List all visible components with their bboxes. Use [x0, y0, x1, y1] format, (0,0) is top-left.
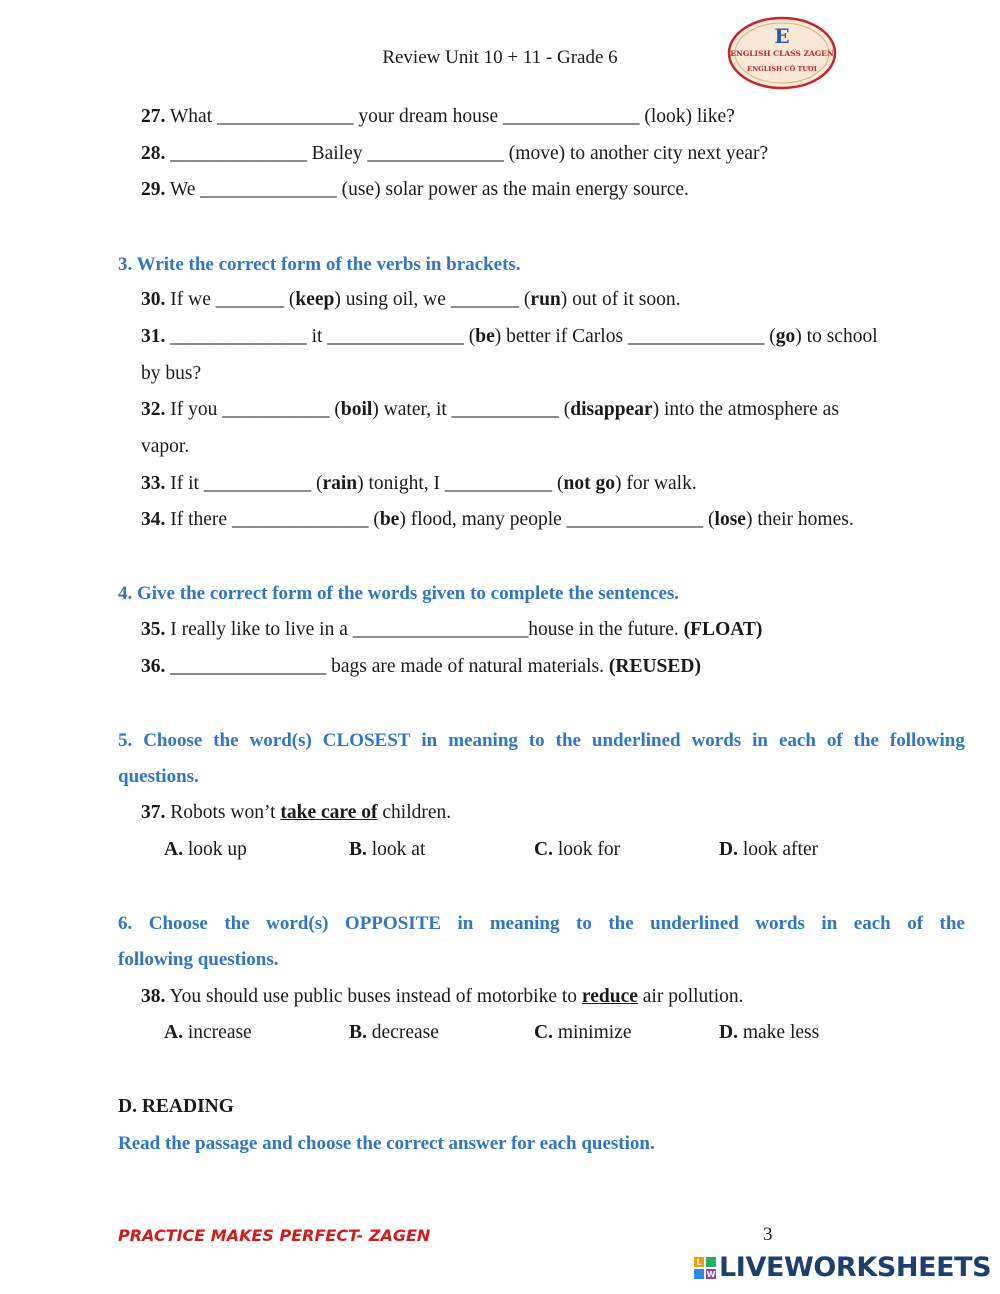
- question-text: ______________ Bailey ______________ (move) to another city next year?: [170, 143, 769, 164]
- page-number: 3: [763, 1224, 773, 1245]
- verb-hint: boil: [340, 399, 373, 420]
- question-number: 28.: [141, 143, 166, 164]
- question-number: 27.: [141, 106, 166, 127]
- section-5-heading-line2: questions.: [118, 766, 199, 787]
- option-letter: B.: [349, 839, 367, 860]
- heading-word: the: [224, 913, 250, 934]
- word-hint: (REUSED): [608, 656, 701, 677]
- heading-word: meaning: [489, 913, 560, 934]
- section-6-heading: [118, 912, 965, 936]
- question-text: If you ___________ (: [170, 399, 341, 420]
- heading-word: the: [555, 730, 581, 751]
- liveworksheets-icon: [693, 1256, 717, 1280]
- option-c[interactable]: [534, 838, 620, 862]
- question-text: ) flood, many people ______________ (: [399, 509, 715, 530]
- heading-word: CLOSEST: [322, 730, 411, 751]
- option-letter: B.: [349, 1022, 367, 1043]
- question-30: [141, 288, 681, 312]
- question-31: [141, 325, 878, 349]
- question-38: [141, 985, 744, 1009]
- option-letter: D.: [719, 839, 738, 860]
- question-text: What ______________ your dream house ______________ (look) like?: [169, 106, 735, 127]
- zagen-logo: [727, 16, 837, 90]
- option-text: minimize: [557, 1022, 632, 1043]
- question-number: 29.: [141, 179, 166, 200]
- logo-text-top: ENGLISH CLASS ZAGEN: [730, 49, 834, 58]
- option-letter: C.: [534, 839, 553, 860]
- verb-hint: not go: [563, 473, 615, 494]
- question-text: ) out of it soon.: [560, 289, 681, 310]
- option-letter: D.: [719, 1022, 738, 1043]
- heading-word: in: [752, 730, 769, 751]
- question-text: If there ______________ (: [170, 509, 380, 530]
- logo-letter: E: [774, 24, 790, 48]
- heading-word: words: [755, 913, 805, 934]
- question-36: [141, 655, 701, 679]
- heading-word: the: [939, 913, 965, 934]
- option-text: look up: [187, 839, 247, 860]
- question-text: I really like to live in a __________________house in the future.: [170, 619, 679, 640]
- heading-word: to: [528, 730, 545, 751]
- heading-word: the: [853, 730, 879, 751]
- question-text: children.: [382, 802, 452, 823]
- question-text: We ______________ (use) solar power as the main energy source.: [169, 179, 689, 200]
- verb-hint: lose: [714, 509, 746, 530]
- option-letter: A.: [164, 839, 183, 860]
- option-letter: A.: [164, 1022, 183, 1043]
- verb-hint: run: [530, 289, 561, 310]
- question-35: [141, 618, 762, 642]
- option-text: decrease: [371, 1022, 439, 1043]
- heading-word: word(s): [266, 913, 329, 934]
- verb-hint: disappear: [570, 399, 653, 420]
- option-b[interactable]: [349, 1021, 439, 1045]
- page-title: Review Unit 10 + 11 - Grade 6: [382, 47, 618, 68]
- heading-word: following: [889, 730, 965, 751]
- underlined-phrase: reduce: [581, 986, 638, 1007]
- reading-instruction: Read the passage and choose the correct answer for each question.: [118, 1133, 655, 1154]
- question-text: ) their homes.: [745, 509, 854, 530]
- underlined-phrase: take care of: [280, 802, 378, 823]
- option-d[interactable]: [719, 838, 818, 862]
- heading-word: 6.: [118, 913, 133, 934]
- question-text: ) to school: [795, 326, 878, 347]
- logo-text-bottom: ENGLISH CÔ TƯƠI: [747, 65, 817, 73]
- option-a[interactable]: [164, 1021, 252, 1045]
- heading-word: 5.: [118, 730, 133, 751]
- question-number: 38.: [141, 986, 166, 1007]
- option-text: increase: [187, 1022, 252, 1043]
- question-31-continuation: by bus?: [141, 363, 202, 384]
- option-d[interactable]: [719, 1021, 819, 1045]
- verb-hint: be: [475, 326, 495, 347]
- question-number: 36.: [141, 656, 166, 677]
- heading-word: of: [907, 913, 924, 934]
- verb-hint: be: [379, 509, 400, 530]
- svg-text:W: W: [706, 1269, 716, 1279]
- question-number: 34.: [141, 509, 166, 530]
- heading-word: in: [457, 913, 474, 934]
- liveworksheets-text: LIVEWORKSHEETS: [719, 1252, 992, 1283]
- question-number: 31.: [141, 326, 166, 347]
- question-28: [141, 142, 768, 166]
- question-text: Robots won’t: [170, 802, 276, 823]
- question-text: You should use public buses instead of motorbike to: [169, 986, 578, 1007]
- question-text: ________________ bags are made of natural materials.: [170, 656, 605, 677]
- heading-word: the: [213, 730, 239, 751]
- heading-word: underlined: [650, 913, 739, 934]
- heading-word: Choose: [148, 913, 208, 934]
- option-text: make less: [742, 1022, 820, 1043]
- heading-word: Choose: [143, 730, 203, 751]
- question-text: ______________ it ______________ (: [170, 326, 476, 347]
- option-text: look after: [742, 839, 819, 860]
- option-a[interactable]: [164, 838, 247, 862]
- question-38-options: [0, 1021, 1000, 1045]
- question-text: ) tonight, I ___________ (: [357, 473, 564, 494]
- question-27: [141, 105, 735, 129]
- heading-word: meaning: [448, 730, 518, 751]
- question-34: [141, 508, 854, 532]
- question-29: [141, 178, 689, 202]
- question-32: [141, 398, 839, 422]
- question-number: 33.: [141, 473, 166, 494]
- svg-text:L: L: [696, 1257, 702, 1267]
- heading-word: in: [821, 913, 838, 934]
- question-37-options: [0, 838, 1000, 862]
- reading-section-title: D. READING: [118, 1096, 234, 1117]
- heading-word: underlined: [591, 730, 681, 751]
- heading-word: word(s): [249, 730, 312, 751]
- question-text: ) better if Carlos ______________ (: [494, 326, 776, 347]
- question-number: 37.: [141, 802, 166, 823]
- heading-word: the: [608, 913, 634, 934]
- heading-word: words: [691, 730, 742, 751]
- option-letter: C.: [534, 1022, 553, 1043]
- heading-word: OPPOSITE: [344, 913, 441, 934]
- question-number: 30.: [141, 289, 166, 310]
- question-text: If we _______ (: [170, 289, 296, 310]
- heading-word: each: [853, 913, 891, 934]
- question-number: 35.: [141, 619, 166, 640]
- question-text: ) for walk.: [614, 473, 697, 494]
- question-33: [141, 472, 697, 496]
- verb-hint: go: [775, 326, 796, 347]
- verb-hint: keep: [295, 289, 335, 310]
- section-4-heading: 4. Give the correct form of the words given to complete the sentences.: [118, 583, 680, 604]
- question-text: ) water, it ___________ (: [372, 399, 571, 420]
- question-text: ) into the atmosphere as: [652, 399, 839, 420]
- section-5-heading: [118, 729, 965, 753]
- question-37: [141, 801, 451, 825]
- question-32-continuation: vapor.: [141, 436, 190, 457]
- option-text: look for: [557, 839, 621, 860]
- heading-word: to: [576, 913, 592, 934]
- footer-motto: PRACTICE MAKES PERFECT- ZAGEN: [118, 1226, 431, 1245]
- option-b[interactable]: [349, 838, 425, 862]
- verb-hint: rain: [322, 473, 358, 494]
- question-text: ) using oil, we _______ (: [334, 289, 531, 310]
- heading-word: of: [826, 730, 843, 751]
- heading-word: in: [421, 730, 438, 751]
- section-6-heading-line2: following questions.: [118, 949, 279, 970]
- word-hint: (FLOAT): [683, 619, 763, 640]
- option-text: look at: [371, 839, 426, 860]
- question-text: air pollution.: [642, 986, 744, 1007]
- heading-word: each: [778, 730, 816, 751]
- question-number: 32.: [141, 399, 166, 420]
- option-c[interactable]: [534, 1021, 632, 1045]
- liveworksheets-brand[interactable]: [693, 1252, 991, 1283]
- section-3-heading: 3. Write the correct form of the verbs in brackets.: [118, 254, 521, 275]
- question-text: If it ___________ (: [170, 473, 323, 494]
